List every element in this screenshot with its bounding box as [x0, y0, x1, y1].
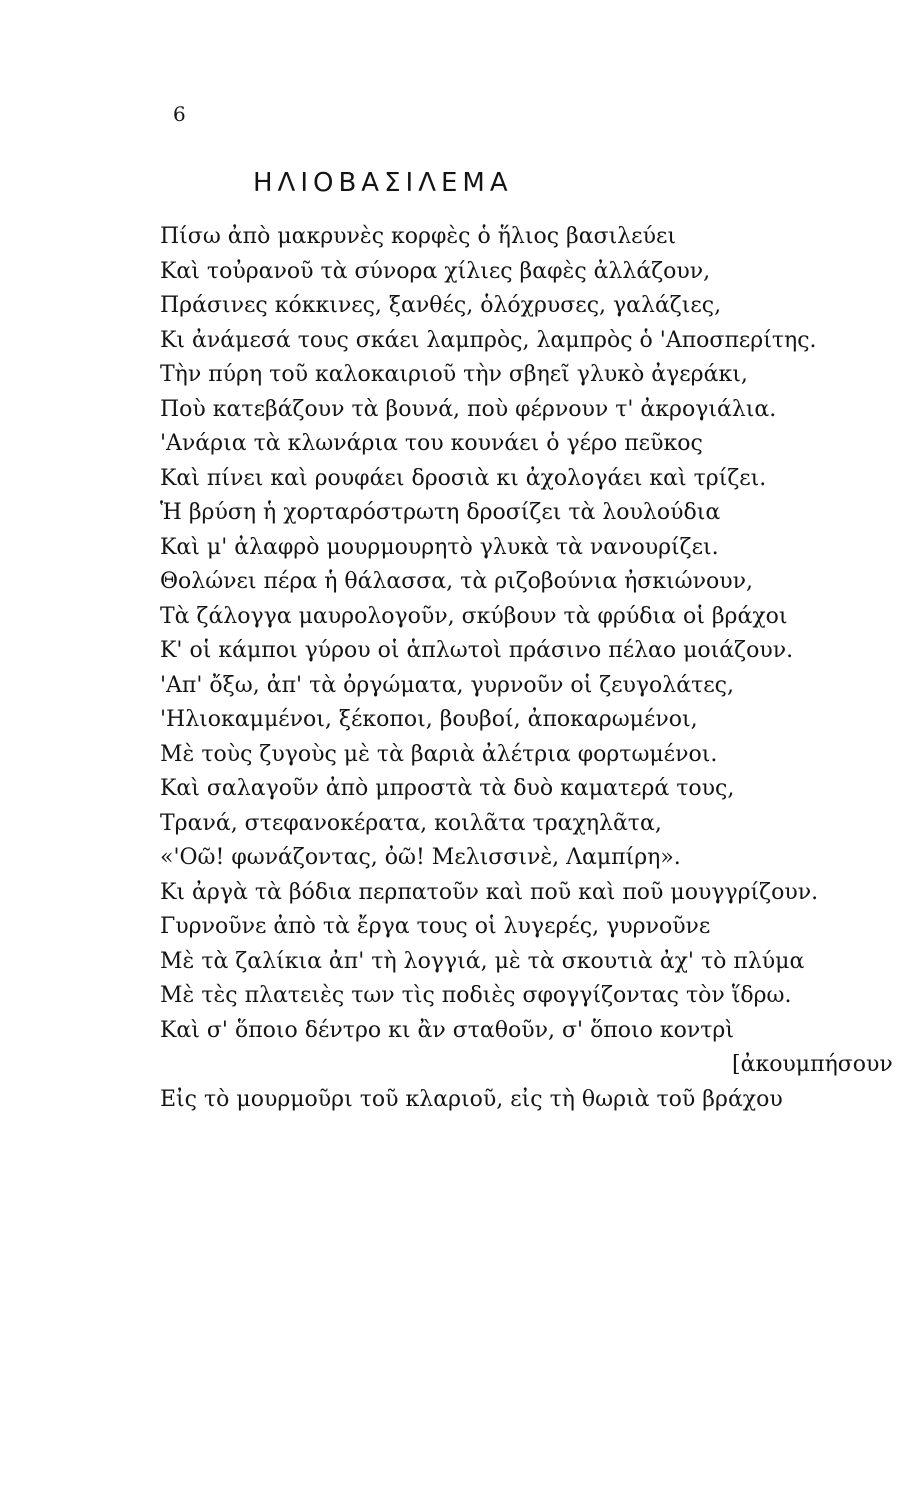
poem-line: Κι ἀργὰ τὰ βόδια περπατοῦν καὶ ποῦ καὶ ποῦ μουγγρίζουν. [160, 879, 819, 905]
poem-line: Καὶ σαλαγοῦν ἀπὸ μπροστὰ τὰ δυὸ καματερά τους, [160, 776, 735, 801]
poem-body [160, 220, 910, 1117]
poem-title: ΗΛΙΟΒΑΣΙΛΕΜΑ [253, 168, 513, 198]
poem-line: Κ' οἱ κάμποι γύρου οἱ ἁπλωτοὶ πράσινο πέλαο μοιάζουν. [160, 638, 794, 663]
poem-line: Πράσινες κόκκινες, ξανθές, ὁλόχρυσες, γαλάζιες, [160, 293, 722, 318]
poem-line: Θολώνει πέρα ἡ θάλασσα, τὰ ριζοβούνια ἠσκιώνουν, [160, 569, 753, 594]
poem-line: Ἡ βρύση ἡ χορταρόστρωτη δροσίζει τὰ λουλούδια [160, 500, 721, 525]
poem-line-continuation: [ἀκουμπήσουν [732, 1052, 893, 1077]
poem-line: Τὴν πύρη τοῦ καλοκαιριοῦ τὴν σβηεῖ γλυκὸ ἀγεράκι, [160, 362, 748, 387]
poem-line: Καὶ τοὐρανοῦ τὰ σύνορα χίλιες βαφὲς ἀλλάζουν, [160, 258, 711, 284]
poem-line: Μὲ τοὺς ζυγοὺς μὲ τὰ βαριὰ ἀλέτρια φορτωμένοι. [160, 741, 718, 767]
poem-line: Καὶ μ' ἀλαφρὸ μουρμουρητὸ γλυκὰ τὰ νανουρίζει. [160, 534, 719, 560]
poem-line: Τρανά, στεφανοκέρατα, κοιλᾶτα τραχηλᾶτα, [160, 810, 662, 836]
poem-line: Τὰ ζάλογγα μαυρολογοῦν, σκύβουν τὰ φρύδια οἱ βράχοι [160, 603, 788, 629]
poem-line: Καὶ πίνει καὶ ρουφάει δροσιὰ κι ἀχολογάει καὶ τρίζει. [160, 465, 767, 491]
poem-line: Πίσω ἀπὸ μακρυνὲς κορφὲς ὁ ἥλιος βασιλεύει [160, 224, 676, 249]
poem-line: Μὲ τὰ ζαλίκια ἀπ' τὴ λογγιά, μὲ τὰ σκουτιὰ ἀχ' τὸ πλύμα [160, 948, 805, 974]
poem-line: Ποὺ κατεβάζουν τὰ βουνά, ποὺ φέρνουν τ' ἀκρογιάλια. [160, 396, 777, 422]
poem-line: 'Απ' ὄξω, ἀπ' τὰ ὀργώματα, γυρνοῦν οἱ ζευγολάτες, [160, 672, 734, 698]
poem-line: Κι ἀνάμεσά τους σκάει λαμπρὸς, λαμπρὸς ὁ 'Αποσπερίτης. [160, 327, 817, 353]
poem-line: 'Ανάρια τὰ κλωνάρια του κουνάει ὁ γέρο πεῦκος [160, 431, 703, 456]
poem-line: «'Οῶ! φωνάζοντας, ὀῶ! Μελισσινὲ, Λαμπίρη». [160, 845, 681, 870]
poem-line: Γυρνοῦνε ἀπὸ τὰ ἔργα τους οἱ λυγερές, γυρνοῦνε [160, 914, 711, 939]
poem-line: 'Ηλιοκαμμένοι, ξέκοποι, βουβοί, ἀποκαρωμένοι, [160, 707, 698, 732]
poem-line: Καὶ σ' ὅποιο δέντρο κι ἂν σταθοῦν, σ' ὅποιο κοντρὶ [160, 1017, 734, 1043]
poem-line: Μὲ τὲς πλατειὲς των τὶς ποδιὲς σφογγίζοντας τὸν ἵδρω. [160, 983, 792, 1008]
page-number: 6 [173, 102, 186, 126]
poem-line: Εἰς τὸ μουρμοῦρι τοῦ κλαριοῦ, εἰς τὴ θωριὰ τοῦ βράχου [160, 1086, 783, 1112]
